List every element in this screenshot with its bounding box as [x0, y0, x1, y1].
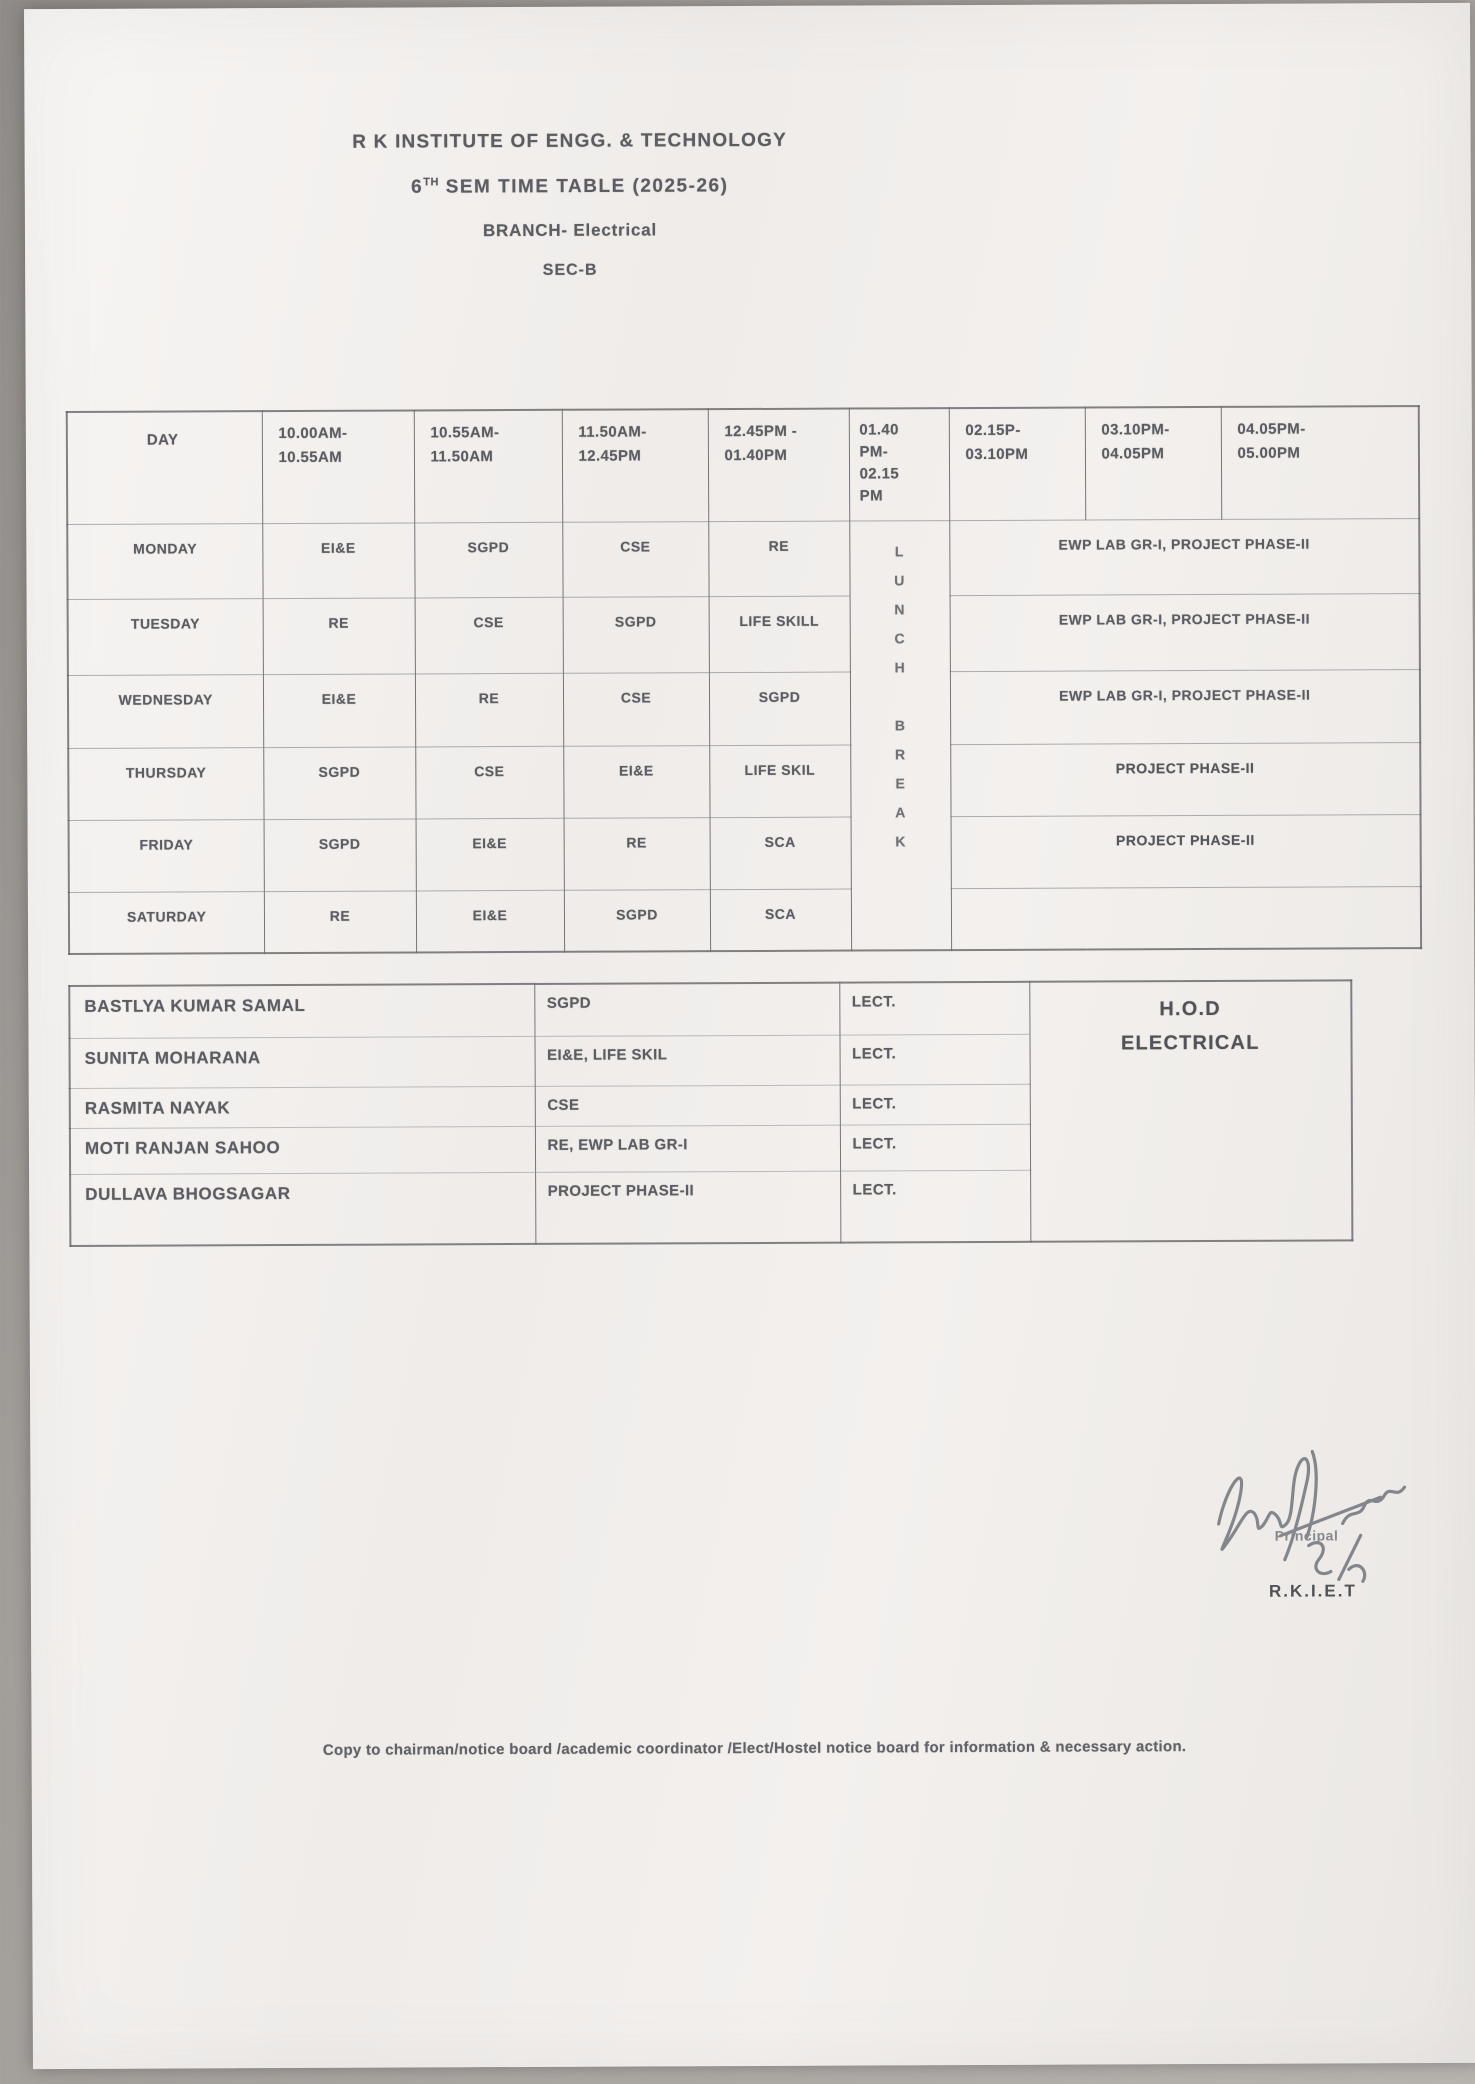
distribution-note: Copy to chairman/notice board /academic coordinator /Elect/Hostel notice board for information & necessary action.: [322, 1738, 1187, 1759]
institute-title: R K INSTITUTE OF ENGG. & TECHNOLOGY: [352, 129, 787, 153]
faculty-name: MOTI RANJAN SAHOO: [70, 1126, 535, 1174]
col-header-time-7: 04.05PM- 05.00PM: [1221, 406, 1419, 519]
sem-number: 6: [411, 176, 424, 198]
table-row-thursday: [68, 742, 1420, 820]
document-header: [25, 128, 1116, 282]
subject-cell: RE: [415, 673, 563, 747]
afternoon-cell-thursday: PROJECT PHASE-II: [950, 742, 1420, 816]
col-header-time-4: 12.45PM - 01.40PM: [708, 409, 849, 522]
subject-cell: LIFE SKILL: [709, 596, 850, 673]
timetable: [66, 405, 1422, 955]
subject-cell: LIFE SKIL: [709, 745, 850, 818]
subject-cell: CSE: [562, 521, 708, 597]
subject-cell: SGPD: [414, 522, 562, 598]
faculty-designation: LECT.: [839, 982, 1029, 1035]
subject-cell: RE: [263, 597, 415, 674]
subject-cell: SCA: [710, 817, 851, 890]
day-label-monday: MONDAY: [67, 523, 262, 599]
col-header-time-2: 10.55AM- 11.50AM: [414, 410, 562, 523]
faculty-subjects: PROJECT PHASE-II: [535, 1171, 840, 1244]
subject-cell: EI&E: [563, 745, 709, 818]
col-header-lunch: 01.40 PM- 02.15 PM: [849, 408, 949, 520]
faculty-designation: LECT.: [840, 1170, 1030, 1243]
hod-department: ELECTRICAL: [1120, 1031, 1260, 1055]
afternoon-cell-monday: EWP LAB GR-I, PROJECT PHASE-II: [949, 518, 1419, 595]
subject-cell: EI&E: [416, 890, 564, 953]
faculty-name: BASTLYA KUMAR SAMAL: [69, 984, 534, 1038]
subject-cell: EI&E: [263, 673, 415, 747]
subject-cell: RE: [708, 521, 849, 597]
lunch-break-cell: L U N C H B R E A K: [849, 520, 951, 950]
col-header-time-5: 02.15P- 03.10PM: [949, 408, 1085, 521]
col-header-time-6: 03.10PM- 04.05PM: [1085, 407, 1221, 520]
faculty-name: DULLAVA BHOGSAGAR: [70, 1172, 535, 1246]
col-header-day: DAY: [67, 411, 262, 524]
faculty-designation: LECT.: [840, 1084, 1030, 1125]
afternoon-cell-tuesday: EWP LAB GR-I, PROJECT PHASE-II: [950, 593, 1420, 671]
subject-cell: RE: [264, 890, 416, 953]
col-header-time-3: 11.50AM- 12.45PM: [562, 409, 708, 522]
subject-cell: CSE: [563, 672, 709, 746]
col-header-time-1: 10.00AM- 10.55AM: [262, 410, 414, 523]
subject-cell: SCA: [710, 889, 851, 952]
day-label-thursday: THURSDAY: [68, 747, 263, 820]
subject-cell: SGPD: [263, 746, 415, 819]
afternoon-cell-wednesday: EWP LAB GR-I, PROJECT PHASE-II: [950, 669, 1420, 744]
day-label-friday: FRIDAY: [69, 819, 264, 892]
day-label-saturday: SATURDAY: [69, 891, 264, 954]
table-row-monday: [67, 518, 1419, 599]
hod-cell: [1029, 980, 1352, 1241]
faculty-subjects: SGPD: [534, 983, 839, 1036]
faculty-row: [69, 980, 1351, 1038]
subject-cell: SGPD: [709, 672, 850, 746]
subject-cell: SGPD: [264, 818, 416, 891]
faculty-designation: LECT.: [839, 1034, 1029, 1085]
afternoon-cell-saturday: [951, 886, 1421, 950]
principal-signature-block: [1180, 1423, 1451, 1634]
afternoon-cell-friday: PROJECT PHASE-II: [951, 814, 1421, 888]
faculty-name: RASMITA NAYAK: [70, 1086, 535, 1128]
day-label-wednesday: WEDNESDAY: [68, 674, 263, 748]
org-label: R.K.I.E.T: [1268, 1581, 1357, 1601]
subject-cell: SGPD: [563, 596, 709, 673]
subject-cell: RE: [564, 817, 710, 890]
hod-title: H.O.D: [1159, 997, 1221, 1021]
sem-rest: SEM TIME TABLE (2025-26): [438, 175, 729, 198]
table-row-wednesday: [68, 669, 1420, 748]
scanned-page: [24, 3, 1475, 2069]
faculty-subjects: EI&E, LIFE SKIL: [534, 1035, 839, 1086]
subtitle-branch: BRANCH- Electrical: [482, 220, 658, 241]
timetable-header-row: [67, 406, 1419, 524]
subject-cell: SGPD: [564, 889, 710, 952]
faculty-name: SUNITA MOHARANA: [69, 1036, 534, 1088]
subject-cell: CSE: [415, 597, 563, 674]
subject-cell: EI&E: [416, 818, 564, 891]
subtitle-section: SEC-B: [542, 261, 598, 280]
table-row-friday: [69, 814, 1421, 892]
table-row-tuesday: [68, 593, 1420, 675]
day-label-tuesday: TUESDAY: [68, 598, 263, 675]
faculty-designation: LECT.: [840, 1124, 1030, 1171]
sem-ordinal: TH: [423, 176, 439, 189]
subject-cell: EI&E: [262, 522, 414, 598]
faculty-subjects: RE, EWP LAB GR-I: [535, 1125, 840, 1172]
subject-cell: CSE: [415, 746, 563, 819]
table-row-saturday: [69, 886, 1421, 954]
subtitle-sem: [25, 173, 1115, 200]
faculty-subjects: CSE: [535, 1085, 840, 1126]
faculty-table: [68, 979, 1353, 1247]
principal-label: Principal: [1274, 1527, 1339, 1544]
